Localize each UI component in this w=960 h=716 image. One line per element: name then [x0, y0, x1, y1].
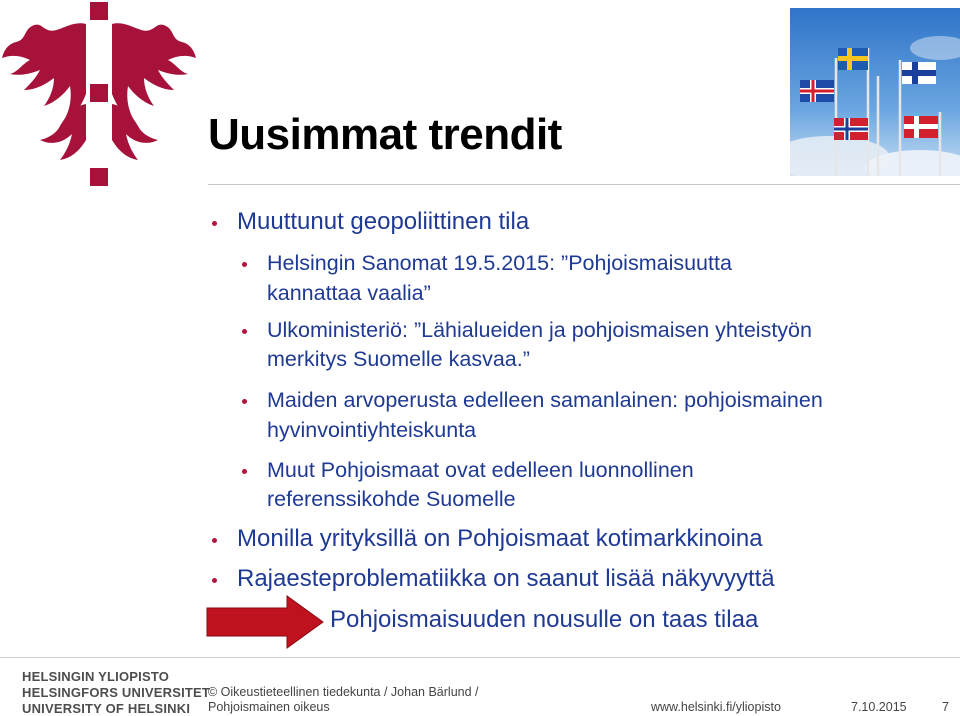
sub-bullet-marker — [242, 329, 247, 334]
sub-bullet-line: kannattaa vaalia” — [267, 281, 431, 305]
footer-url: www.helsinki.fi/yliopisto — [651, 700, 781, 714]
university-name-sv: HELSINGFORS UNIVERSITET — [22, 685, 211, 700]
sub-bullet-line: Muut Pohjoismaat ovat edelleen luonnollinen — [267, 458, 694, 482]
page-number: 7 — [942, 700, 949, 714]
sub-bullet-marker — [242, 399, 247, 404]
footer-credit-line: © Oikeustieteellinen tiedekunta / Johan Bärlund / — [208, 685, 479, 699]
sub-bullet-line: merkitys Suomelle kasvaa.” — [267, 347, 530, 371]
bullet-item: Muuttunut geopoliittinen tila — [237, 208, 530, 235]
sub-bullet-marker — [242, 469, 247, 474]
bullet-marker — [212, 578, 217, 583]
sub-bullet-line: hyvinvointiyhteiskunta — [267, 418, 477, 442]
university-name-en: UNIVERSITY OF HELSINKI — [22, 701, 191, 716]
slide-title: Uusimmat trendit — [208, 110, 562, 159]
bullet-item: Monilla yrityksillä on Pohjoismaat kotimarkkinoina — [237, 525, 763, 552]
footer-date: 7.10.2015 — [851, 700, 907, 714]
footer-credit-line: Pohjoismainen oikeus — [208, 700, 330, 714]
conclusion-text: Pohjoismaisuuden nousulle on taas tilaa — [330, 606, 759, 633]
university-name-fi: HELSINGIN YLIOPISTO — [22, 669, 170, 684]
sub-bullet-line: Helsingin Sanomat 19.5.2015: ”Pohjoismaisuutta — [267, 251, 732, 275]
sub-bullet-line: Maiden arvoperusta edelleen samanlainen: pohjoismainen — [267, 388, 823, 412]
bullet-marker — [212, 221, 217, 226]
footer-divider — [0, 657, 960, 658]
sub-bullet-marker — [242, 262, 247, 267]
bullet-marker — [212, 538, 217, 543]
sub-bullet-line: referenssikohde Suomelle — [267, 487, 516, 511]
arrow-right-icon — [205, 594, 325, 650]
sub-bullet-line: Ulkoministeriö: ”Lähialueiden ja pohjoismaisen yhteistyön — [267, 318, 812, 342]
bullet-item: Rajaesteproblematiikka on saanut lisää näkyvyyttä — [237, 565, 775, 592]
